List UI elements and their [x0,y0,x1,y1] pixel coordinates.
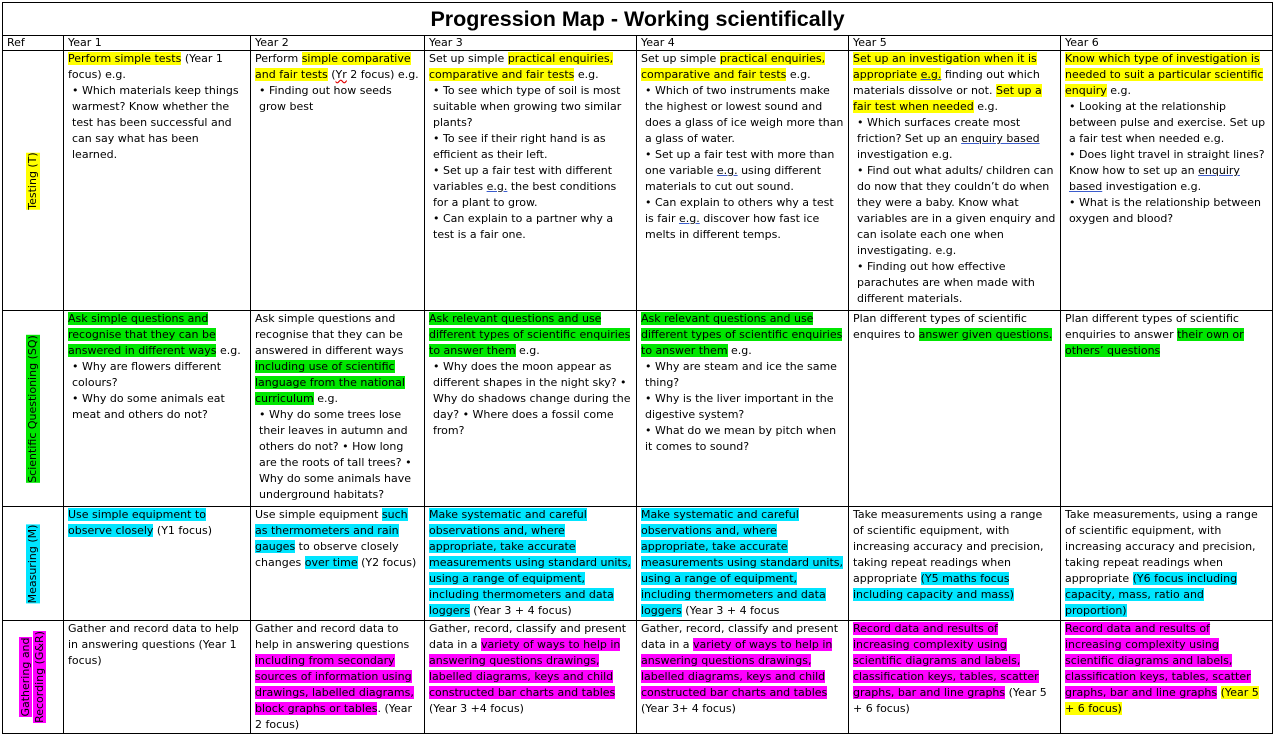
header-year-5: Year 5 [849,36,1061,51]
cell-testing-year-1: Perform simple tests (Year 1 focus) e.g. • Which materials keep things warmest? Know whether the test has been successful and can say what has been learned. [64,51,251,311]
row-label-testing: Testing (T) [26,151,39,210]
cell-measuring-year-4: Make systematic and careful observations and, where appropriate, take accurate measurements using standard units, using a range of equipment, including thermometers and data loggers (Year 3 + 4 focus [637,507,849,621]
cell-questioning-year-1: Ask simple questions and recognise that they can be answered in different ways e.g. • Why are flowers different colours? • Why do some animals eat meat and others do not? [64,311,251,507]
row-label-cell [3,311,64,507]
cell-gathering-year-4: Gather, record, classify and present data in a variety of ways to help in answering questions drawings, labelled diagrams, keys and child constructed bar charts and tables (Year 3+ 4 focus) [637,621,849,734]
row-label-measuring: Measuring (M) [26,524,39,603]
header-year-3: Year 3 [425,36,637,51]
header-row [3,36,1273,51]
row-label-cell [3,507,64,621]
cell-testing-year-4: Set up simple practical enquiries, comparative and fair tests e.g. • Which of two instruments make the highest or lowest sound and does a glass of ice weigh more than a glass of water. • Set up a fair test with more than one variable e.g. using different materials to cut out sound. • Can explain to others why a test is fair e.g. discover how fast ice melts in different temps. [637,51,849,311]
progression-map-document [2,2,1273,734]
header-year-6: Year 6 [1061,36,1273,51]
cell-questioning-year-5: Plan different types of scientific enquires to answer given questions. [849,311,1061,507]
cell-questioning-year-3: Ask relevant questions and use different types of scientific enquiries to answer them e.g. • Why does the moon appear as different shapes in the night sky? • Why do shadows change during the day? • Where does a fossil come from? [425,311,637,507]
row-gathering-recording [3,621,1273,734]
row-measuring [3,507,1273,621]
page-title: Progression Map - Working scientifically [3,3,1273,36]
cell-questioning-year-2: Ask simple questions and recognise that they can be answered in different ways including use of scientific language from the national curriculum e.g. • Why do some trees lose their leaves in autumn and others do not? • How long are the roots of tall trees? • Why do some animals have underground habitats? [251,311,425,507]
cell-measuring-year-6: Take measurements, using a range of scientific equipment, with increasing accuracy and precision, taking repeat readings when appropriate (Y6 focus including capacity, mass, ratio and proportion) [1061,507,1273,621]
cell-measuring-year-5: Take measurements using a range of scientific equipment, with increasing accuracy and precision, taking repeat readings when appropriate (Y5 maths focus including capacity and mass) [849,507,1061,621]
cell-measuring-year-2: Use simple equipment such as thermometers and rain gauges to observe closely changes over time (Y2 focus) [251,507,425,621]
cell-questioning-year-4: Ask relevant questions and use different types of scientific enquiries to answer them e.g. • Why are steam and ice the same thing? • Why is the liver important in the digestive system? • What do we mean by pitch when it comes to sound? [637,311,849,507]
header-year-2: Year 2 [251,36,425,51]
row-testing [3,51,1273,311]
cell-measuring-year-1: Use simple equipment to observe closely (Y1 focus) [64,507,251,621]
cell-questioning-year-6: Plan different types of scientific enquiries to answer their own or others’ questions [1061,311,1273,507]
header-year-4: Year 4 [637,36,849,51]
progression-table [2,2,1273,734]
cell-gathering-year-1: Gather and record data to help in answering questions (Year 1 focus) [64,621,251,734]
header-year-1: Year 1 [64,36,251,51]
cell-gathering-year-2: Gather and record data to help in answering questions including from secondary sources of information using drawings, labelled diagrams, block graphs or tables. (Year 2 focus) [251,621,425,734]
row-label-gathering-recording: Gathering and Recording (G&R) [19,631,46,723]
row-scientific-questioning [3,311,1273,507]
cell-gathering-year-5: Record data and results of increasing complexity using scientific diagrams and labels, classification keys, tables, scatter graphs, bar and line graphs (Year 5 + 6 focus) [849,621,1061,734]
row-label-cell [3,51,64,311]
cell-gathering-year-6: Record data and results of increasing complexity using scientific diagrams and labels, classification keys, tables, scatter graphs, bar and line graphs (Year 5 + 6 focus) [1061,621,1273,734]
cell-testing-year-5: Set up an investigation when it is appropriate e.g. finding out which materials dissolve or not. Set up a fair test when needed e.g. • Which surfaces create most friction? Set up an enquiry based investigation e.g. • Find out what adults/ children can do now that they couldn’t do when they were a baby. Know what variables are in a given enquiry and can isolate each one when investigating. e.g. • Finding out how effective parachutes are when made with different materials. [849,51,1061,311]
row-label-cell [3,621,64,734]
cell-testing-year-2: Perform simple comparative and fair tests (Yr 2 focus) e.g. • Finding out how seeds grow best [251,51,425,311]
cell-gathering-year-3: Gather, record, classify and present data in a variety of ways to help in answering questions drawings, labelled diagrams, keys and child constructed bar charts and tables (Year 3 +4 focus) [425,621,637,734]
cell-testing-year-3: Set up simple practical enquiries, comparative and fair tests e.g. • To see which type of soil is most suitable when growing two similar plants? • To see if their right hand is as efficient as their left. • Set up a fair test with different variables e.g. the best conditions for a plant to grow. • Can explain to a partner why a test is a fair one. [425,51,637,311]
cell-testing-year-6: Know which type of investigation is needed to suit a particular scientific enquiry e.g. • Looking at the relationship between pulse and exercise. Set up a fair test when needed e.g. • Does light travel in straight lines? Know how to set up an enquiry based investigation e.g. • What is the relationship between oxygen and blood? [1061,51,1273,311]
cell-measuring-year-3: Make systematic and careful observations and, where appropriate, take accurate measurements using standard units, using a range of equipment, including thermometers and data loggers (Year 3 + 4 focus) [425,507,637,621]
header-ref: Ref [3,36,64,51]
row-label-scientific-questioning: Scientific Questioning (SQ) [26,334,39,483]
